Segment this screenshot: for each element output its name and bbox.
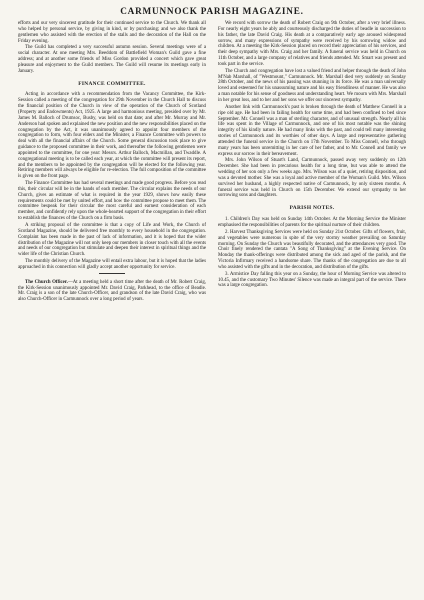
obituary-connell: Another link with Carmunnock's past is broken through the death of Matthew Connell in a ripe old age. He had been in failing health for some time, and had been confined to bed since September. Mr. Connell was a man of sterling character, and of unusual strength. Nearly all his life was spent in the Village of Carmunnock, and one of his most notable was the shining integrity of his kindly nature. He had many links with the past, and could tell many interesting stories of Carmunnock and its worthies of other days. A large and representative gathering attended the funeral service in the Church on 17th November. To Miss Connell, who through many years has been unremitting in her care of her father, and to Mr. Connell and family we express our sorrow in their bereavement.	[218, 104, 406, 157]
church-officer-paragraph: The Church Officer.—At a meeting held a short time after the death of Mr. Robert Craig, the Kirk-Session unanimously appointed Mr. David Craig, Parkhead, to the office of Beadle. Mr. Craig is a son of the late Church-Officer, and grandson of the late David Craig, who was also Church-Officer in Carmunnock over a long period of years.	[18, 279, 207, 303]
parish-notes-list	[218, 217, 406, 289]
parish-note-3: 3. Armistice Day falling this year on a Sunday, the hour of Morning Service was altered to 10.45, and the customary Two Minutes' Silence was made an integral part of the service. There was a large congregation.	[218, 271, 406, 289]
finance-committee-heading: FINANCE COMMITTEE.	[78, 80, 146, 87]
page-masthead: CARMUNNOCK PARISH MAGAZINE.	[120, 6, 304, 16]
obituary-craig: We record with sorrow the death of Robert Craig on 9th October, after a very brief illness. For nearly eight years he ably and courteously discharged the duties of beadle in succession to his father, the late David Craig. His death at a comparatively early age aroused widespread sorrow, and many expressions of sympathy were received by his sorrowing widow and children. At a meeting the Kirk-Session placed on record their appreciation of his services, and their deep sympathy with Mrs. Craig and her family. A funeral service was held in Church on 11th October, and a large company of relatives and friends attended. Mr. Smart was present and took part in the service.	[218, 21, 406, 67]
right-column	[218, 21, 406, 304]
finance-paragraph-1: Acting in accordance with a recommendation from the Vacancy Committee, the Kirk-Session called a meeting of the congregation for 29th November in the Church Hall to discuss the financial position of the Church in view of the operation of the Church of Scotland (Property and Endowments) Act, 1925. A large and harmonious meeting, presided over by Mr. James M. Balloch of Drumsoc, Busby, was held on that date; and after Mr. Murray and Mr. Anderson had spoken and explained the new position and the new responsibilities placed on the congregation by the Act, it was unanimously agreed to appoint four members of the congregation to form, with four elders and the Minister, a Finance Committee with powers to deal with all the financial affairs of the Church. Some general discussion took place to give guidance to the proposed committee in their work, and thereafter the following gentlemen were appointed to the committee, for one year: Messrs. Arthur Balloch, Macmillan, and Twaddle. A congregational meeting is to be called each year, at which the committee will present its report, and the members to be appointed by the congregation will be elected for the following year. Retiring members will always be eligible for re-election. The full composition of the committee is given on the front page.	[18, 92, 206, 180]
finance-paragraph-2: The Finance Committee has had several meetings and made good progress. Before you read this, their circular will be in the hands of each member. The circular explains the needs of our Church, gives an estimate of what is required in the year 1929, shows how easily these requirements could be met by united effort, and how the committee propose to meet them. The committee bespeak for their circular the most careful and earnest consideration of each member, and confidently rely upon the whole-hearted support of the congregation in their effort to establish the finances of the Church on a firm basis.	[18, 181, 206, 222]
parish-note-1: 1. Children's Day was held on Sunday 14th October. At the Morning Service the Minister emphasised the responsibilities of parents for the spiritual nurture of their children.	[218, 217, 406, 228]
parish-note-2: 2. Harvest Thanksgiving Services were held on Sunday 21st October. Gifts of flowers, fruit, and vegetables were numerous in spite of the very stormy weather prevailing on Saturday morning. On Sunday the Church was beautifully decorated, and the attendances very good. The Choir finely rendered the cantata "A Song of Thanksgiving" at the Evening Service. On Monday the thank-offerings were distributed among the sick and aged of the parish, and the Victoria Infirmary received a handsome share. The thanks of the congregation are due to all who assisted with the gifts and in the decoration, and distribution of the gifts.	[218, 229, 406, 270]
finance-paragraph-3: A striking proposal of the committee is that a copy of Life and Work, the Church of Scotland Magazine, should be delivered free monthly to every household in the congregation. Complaint has been made in the past of lack of information, and it is hoped that the wider distribution of the Magazine will not only keep our members in closer touch with all the events and needs of our congregation but stimulate and deepen their interest in spiritual things and the wider life of the Christian Church.	[18, 223, 206, 258]
guild-paragraph-2: The Guild has completed a very successful autumn session. Several meetings were of a social character. At one meeting Mrs. Beeddom of Battlefield Woman's Guild gave a fine address; and at another some friends of Miss Gordon provided a concert which gave great pleasure and enjoyment to the Guild members. The Guild will resume its meetings early in January.	[18, 45, 206, 74]
finance-paragraph-4: The monthly delivery of the Magazine will entail extra labour, but it is hoped that the ladies approached in this connection will gladly accept another opportunity for service.	[18, 259, 206, 270]
section-divider	[99, 273, 125, 274]
obituary-wilson: Mrs. John Wilson of Stuart's Land, Carmunnock, passed away very suddenly on 12th December. She had been in precarious health for a long time, but was able to attend the wedding of her son only a few weeks ago. Mrs. Wilson was of a quiet, retiring disposition, and was a devoted mother. She was a loyal and active member of the Woman's Guild. Mrs. Wilson survived her husband, a highly respected native of Carmunnock, by only sixteen months. A funeral service was held in Church on 15th December. We extend our sympathy to her sorrowing sons and daughters.	[218, 158, 406, 199]
two-column-body	[18, 21, 406, 304]
guild-paragraph-1: efforts and our very sincerest gratitude for their continued service to the Church. We thank all who helped by personal service, by giving in kind, or by purchasing; and we also thank the gentlemen who assisted with the erection of the stalls and the decoration of the Hall on the Friday evening.	[18, 21, 206, 44]
obituary-marshall: The Church and congregation have lost a valued friend and helper through the death of John M'Nab Marshall, of "Westmount," Carmunnock. Mr. Marshall died very suddenly on Sunday 28th October, and the news of his passing was stunning in its force. He was a man universally loved and esteemed for his unassuming nature and his easy friendliness of manner. He was also a man notable for his sense of goodness and understanding heart. We mourn with Mrs. Marshall in her great loss, and to her and her sons we offer our sincerest sympathy.	[218, 68, 406, 103]
church-officer-label: The Church Officer.	[25, 279, 68, 285]
church-officer-text: At a meeting held a short time after the death of Mr. Robert Craig, the Kirk-Session unanimously appointed Mr. David Craig, Parkhead, to the office of Beadle. Mr. Craig is a son of the late Church-Officer, and grandson of the late David Craig, who was also Church-Officer in Carmunnock over a long period of years.	[18, 279, 207, 303]
parish-notes-heading: PARISH NOTES.	[289, 205, 335, 212]
left-column	[18, 21, 206, 304]
